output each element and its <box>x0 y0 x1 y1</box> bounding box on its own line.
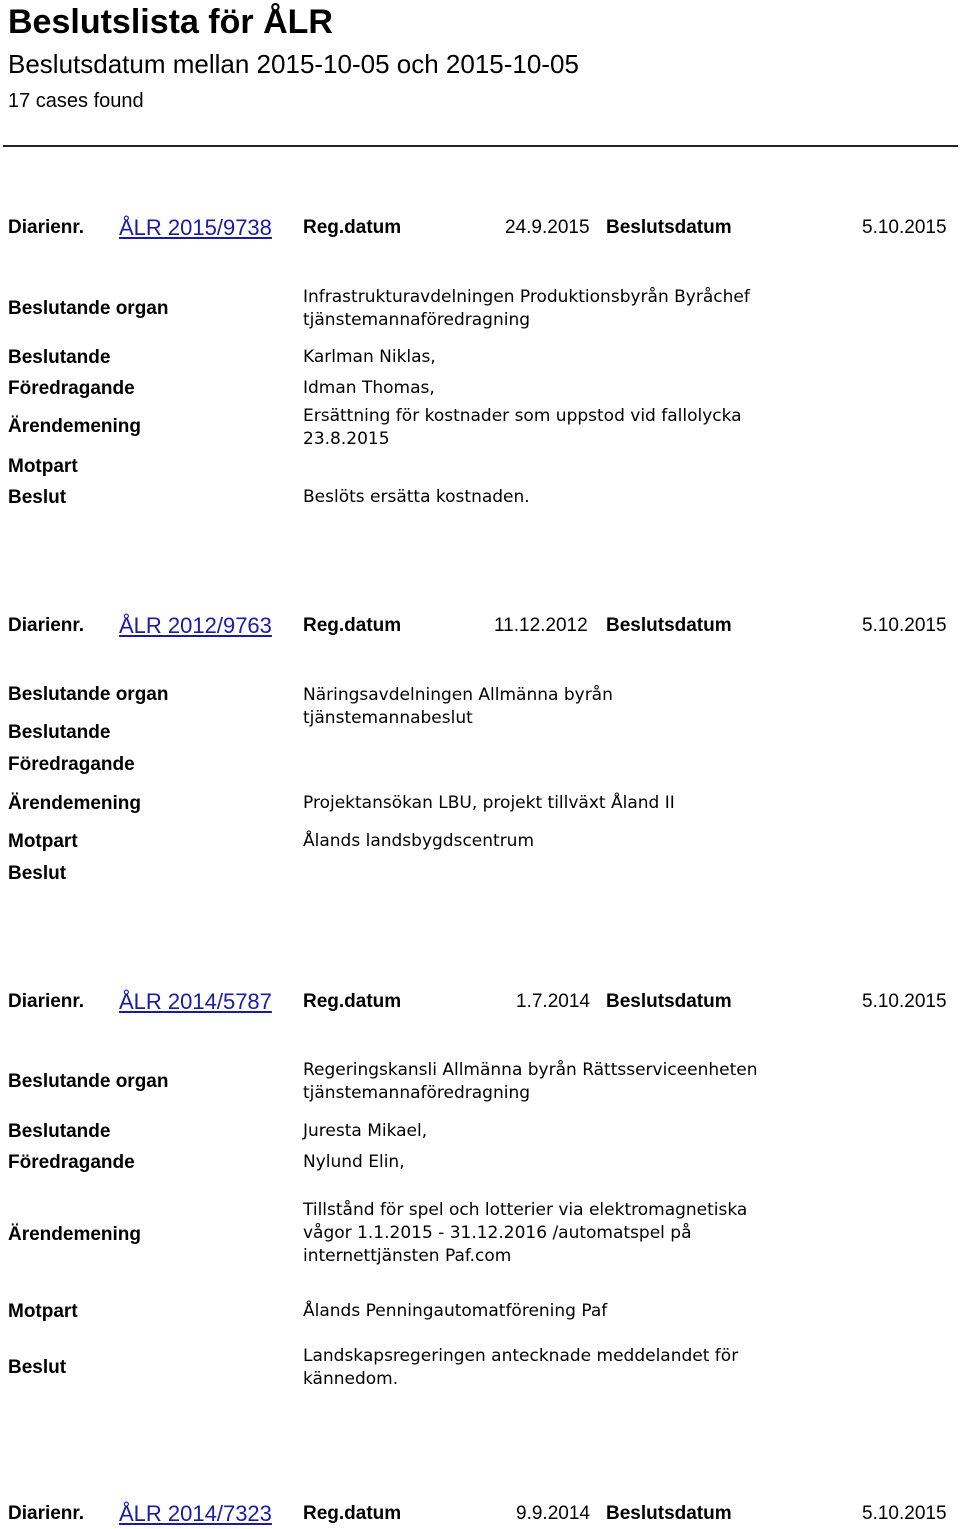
beslutande-label: Beslutande <box>8 722 111 743</box>
arendemening-label: Ärendemening <box>8 1224 142 1245</box>
regdatum-label: Reg.datum <box>303 615 402 636</box>
beslutsdatum-value: 5.10.2015 <box>862 615 947 636</box>
regdatum-value: 11.12.2012 <box>494 615 588 636</box>
regdatum-label: Reg.datum <box>303 991 402 1012</box>
arendemening-label: Ärendemening <box>8 793 142 814</box>
beslutande-organ-label: Beslutande organ <box>8 684 169 705</box>
foredragande-value: Idman Thomas, <box>303 378 435 398</box>
motpart-label: Motpart <box>8 1301 78 1322</box>
motpart-value: Ålands landsbygdscentrum <box>303 831 535 851</box>
beslutande-organ-label: Beslutande organ <box>8 1071 169 1092</box>
beslutsdatum-label: Beslutsdatum <box>606 1503 732 1524</box>
foredragande-label: Föredragande <box>8 754 135 775</box>
beslutsdatum-label: Beslutsdatum <box>606 217 732 238</box>
beslut-label: Beslut <box>8 1357 67 1378</box>
beslutande-label: Beslutande <box>8 347 111 368</box>
foredragande-value: Nylund Elin, <box>303 1152 405 1172</box>
regdatum-label: Reg.datum <box>303 217 402 238</box>
beslutande-value: Juresta Mikael, <box>303 1121 428 1141</box>
date-range-subtitle: Beslutsdatum mellan 2015-10-05 och 2015-10-05 <box>8 49 579 79</box>
diarienr-label: Diarienr. <box>8 1503 85 1524</box>
beslutande-organ-label: Beslutande organ <box>8 298 169 319</box>
case-number-link[interactable]: ÅLR 2014/7323 <box>119 1501 272 1526</box>
beslutsdatum-value: 5.10.2015 <box>862 1503 947 1524</box>
regdatum-value: 24.9.2015 <box>505 217 590 238</box>
diarienr-label: Diarienr. <box>8 217 85 238</box>
beslut-value: Beslöts ersätta kostnaden. <box>303 487 530 507</box>
regdatum-value: 1.7.2014 <box>516 991 590 1012</box>
foredragande-label: Föredragande <box>8 378 135 399</box>
regdatum-label: Reg.datum <box>303 1503 402 1524</box>
case-number-link[interactable]: ÅLR 2015/9738 <box>119 215 272 240</box>
beslutsdatum-label: Beslutsdatum <box>606 991 732 1012</box>
foredragande-label: Föredragande <box>8 1152 135 1173</box>
case-count: 17 cases found <box>8 90 144 112</box>
case-number-link[interactable]: ÅLR 2012/9763 <box>119 613 272 638</box>
motpart-value: Ålands Penningautomatförening Paf <box>303 1301 608 1321</box>
case-number-link[interactable]: ÅLR 2014/5787 <box>119 989 272 1014</box>
motpart-label: Motpart <box>8 831 78 852</box>
beslutande-organ-value: Infrastrukturavdelningen Produktionsbyrån Byråchef tjänstemannaföredragning <box>303 287 750 330</box>
beslutsdatum-label: Beslutsdatum <box>606 615 732 636</box>
beslutsdatum-value: 5.10.2015 <box>862 991 947 1012</box>
beslut-label: Beslut <box>8 863 67 884</box>
beslut-value: Landskapsregeringen antecknade meddelandet för kännedom. <box>303 1346 739 1389</box>
diarienr-label: Diarienr. <box>8 991 85 1012</box>
page-title: Beslutslista för ÅLR <box>8 3 333 41</box>
beslutande-label: Beslutande <box>8 1121 111 1142</box>
arendemening-value: Ersättning för kostnader som uppstod vid fallolycka 23.8.2015 <box>303 406 742 449</box>
arendemening-label: Ärendemening <box>8 416 142 437</box>
motpart-label: Motpart <box>8 456 78 477</box>
diarienr-label: Diarienr. <box>8 615 85 636</box>
arendemening-value: Projektansökan LBU, projekt tillväxt Åland II <box>303 793 675 813</box>
header-divider <box>3 145 958 147</box>
arendemening-value: Tillstånd för spel och lotterier via elektromagnetiska vågor 1.1.2015 - 31.12.2016 /automatspel på internettjänsten Paf.com <box>303 1200 748 1266</box>
regdatum-value: 9.9.2014 <box>516 1503 590 1524</box>
beslutande-value: Karlman Niklas, <box>303 347 436 367</box>
beslut-label: Beslut <box>8 487 67 508</box>
beslutande-organ-value: Näringsavdelningen Allmänna byrån tjänstemannabeslut <box>303 685 613 728</box>
beslutande-organ-value: Regeringskansli Allmänna byrån Rättsserviceenheten tjänstemannaföredragning <box>303 1060 758 1103</box>
beslutsdatum-value: 5.10.2015 <box>862 217 947 238</box>
